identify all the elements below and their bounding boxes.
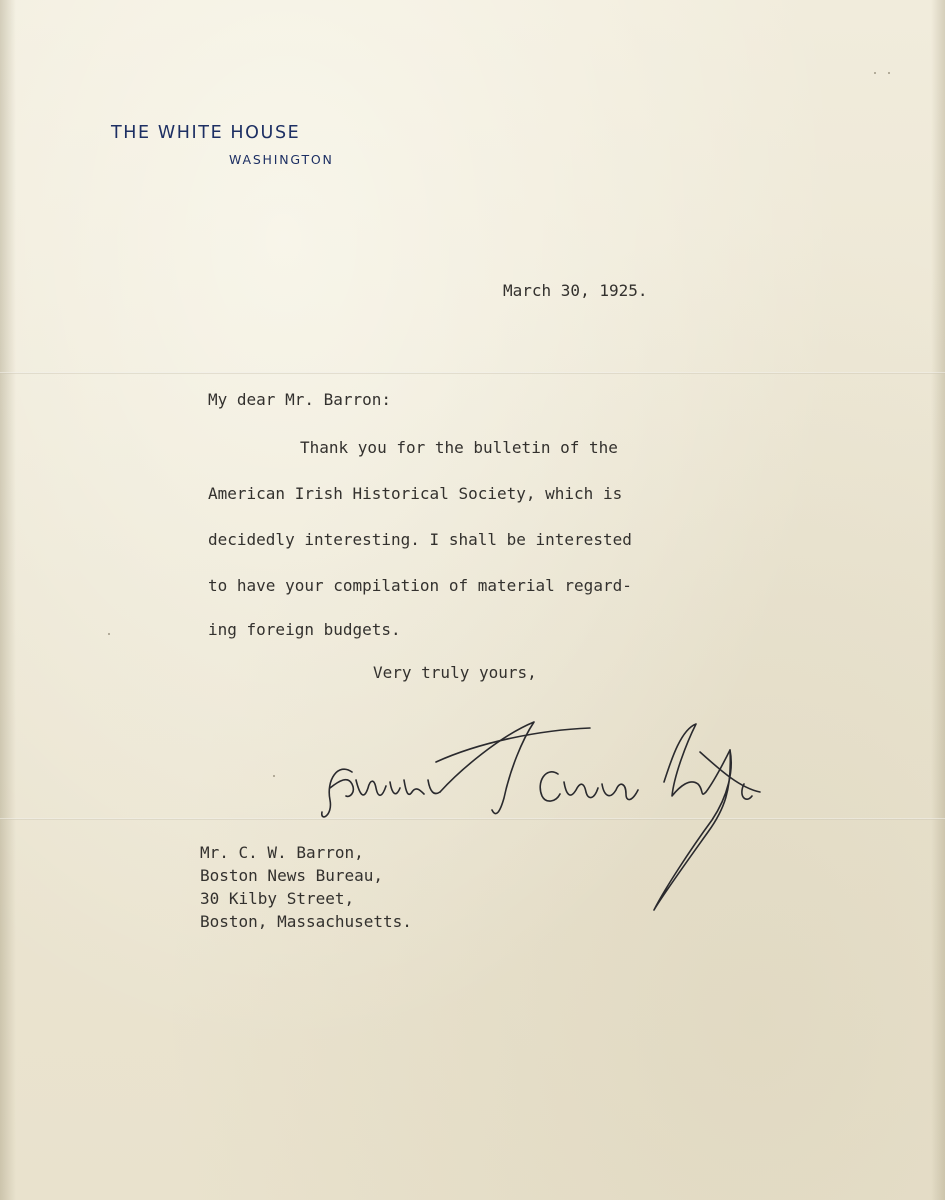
- letter-date: March 30, 1925.: [503, 281, 648, 300]
- paper-edge-shadow-right: [931, 0, 945, 1200]
- body-line: decidedly interesting. I shall be interested: [208, 530, 632, 549]
- paper-speck: [888, 72, 890, 74]
- letterhead-title: THE WHITE HOUSE: [111, 123, 301, 143]
- body-line: ing foreign budgets.: [208, 620, 401, 639]
- paper-speck: [874, 72, 876, 74]
- body-line: American Irish Historical Society, which is: [208, 484, 623, 503]
- paper-speck: [108, 633, 110, 635]
- fold-line-top: [0, 372, 945, 374]
- body-line: to have your compilation of material regard-: [208, 576, 632, 595]
- recipient-address-line: Mr. C. W. Barron,: [200, 843, 364, 862]
- recipient-address-line: Boston, Massachusetts.: [200, 912, 412, 931]
- paper-edge-shadow-left: [0, 0, 16, 1200]
- body-line: Thank you for the bulletin of the: [300, 438, 618, 457]
- recipient-address-line: 30 Kilby Street,: [200, 889, 355, 908]
- closing: Very truly yours,: [373, 663, 537, 682]
- letterhead-subtitle: WASHINGTON: [229, 152, 334, 167]
- recipient-address-line: Boston News Bureau,: [200, 866, 384, 885]
- salutation: My dear Mr. Barron:: [208, 390, 392, 409]
